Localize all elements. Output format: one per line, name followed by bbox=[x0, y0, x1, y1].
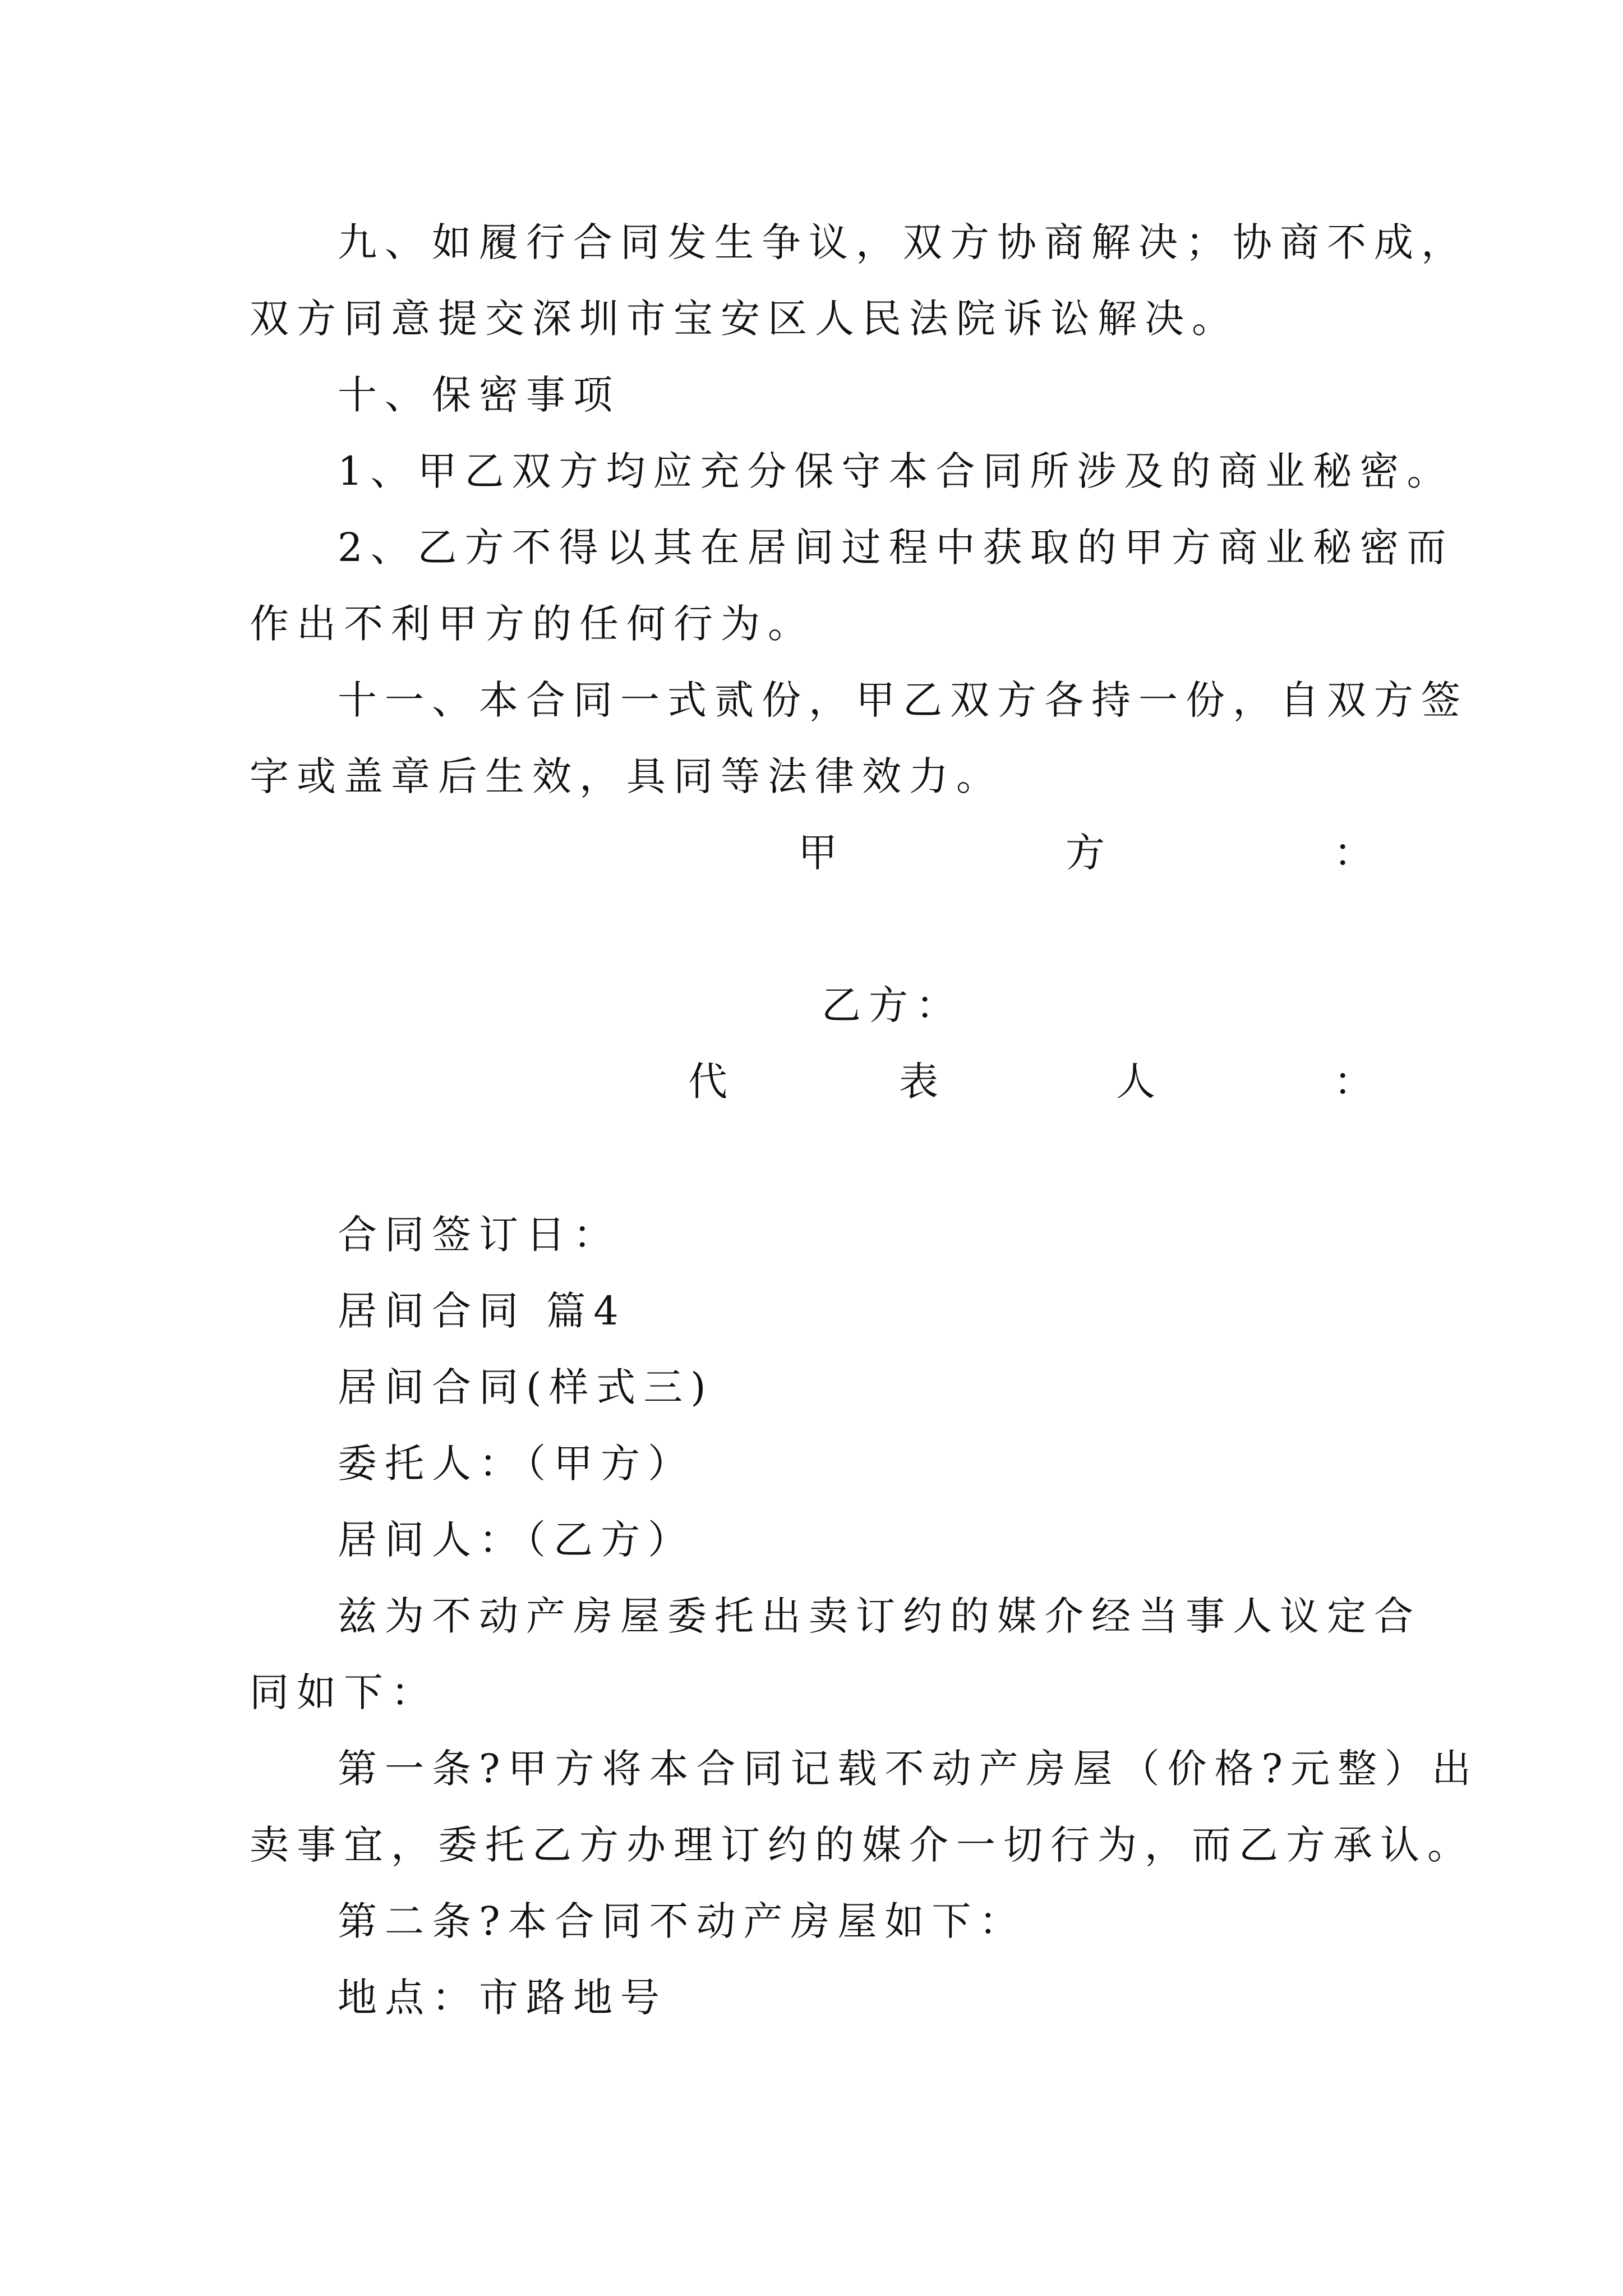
party-a-colon: ： bbox=[1334, 830, 1373, 876]
paragraph-line: 十一、本合同一式贰份，甲乙双方各持一份，自双方签 bbox=[338, 677, 1468, 723]
paragraph-line: 作出不利甲方的任何行为。 bbox=[250, 601, 815, 647]
paragraph-line: 2、乙方不得以其在居间过程中获取的甲方商业秘密而 bbox=[338, 524, 1454, 570]
representative-label-char: 代 bbox=[688, 1059, 727, 1105]
location-line: 地点：市路地号 bbox=[338, 1975, 667, 2021]
paragraph-line: 第一条?甲方将本合同记载不动产房屋（价格?元整）出 bbox=[338, 1746, 1479, 1792]
representative-label-char: 人 bbox=[1116, 1059, 1155, 1105]
principal-line: 委托人：（甲方） bbox=[338, 1441, 695, 1487]
article-heading: 居间合同 篇4 bbox=[338, 1288, 626, 1334]
paragraph-line: 卖事宜，委托乙方办理订约的媒介一切行为，而乙方承认。 bbox=[250, 1822, 1474, 1868]
paragraph-line: 双方同意提交深圳市宝安区人民法院诉讼解决。 bbox=[250, 296, 1239, 342]
party-a-label-char: 甲 bbox=[798, 830, 837, 876]
party-b-label: 乙方： bbox=[822, 982, 963, 1028]
representative-colon: ： bbox=[1334, 1059, 1373, 1105]
section-heading: 十、保密事项 bbox=[338, 372, 620, 418]
paragraph-line: 1、甲乙双方均应充分保守本合同所涉及的商业秘密。 bbox=[338, 448, 1454, 494]
intermediary-line: 居间人：（乙方） bbox=[338, 1517, 695, 1563]
representative-label-char: 表 bbox=[899, 1059, 938, 1105]
paragraph-line: 兹为不动产房屋委托出卖订约的媒介经当事人议定合 bbox=[338, 1593, 1421, 1639]
paragraph-line: 字或盖章后生效，具同等法律效力。 bbox=[250, 753, 1003, 799]
paragraph-line: 第二条?本合同不动产房屋如下： bbox=[338, 1898, 1026, 1944]
party-a-label-char: 方 bbox=[1066, 830, 1105, 876]
paragraph-line: 九、如履行合同发生争议，双方协商解决；协商不成， bbox=[338, 219, 1468, 265]
contract-sign-date-label: 合同签订日： bbox=[338, 1212, 620, 1258]
contract-title: 居间合同(样式三) bbox=[338, 1364, 714, 1410]
paragraph-line: 同如下： bbox=[250, 1669, 438, 1715]
